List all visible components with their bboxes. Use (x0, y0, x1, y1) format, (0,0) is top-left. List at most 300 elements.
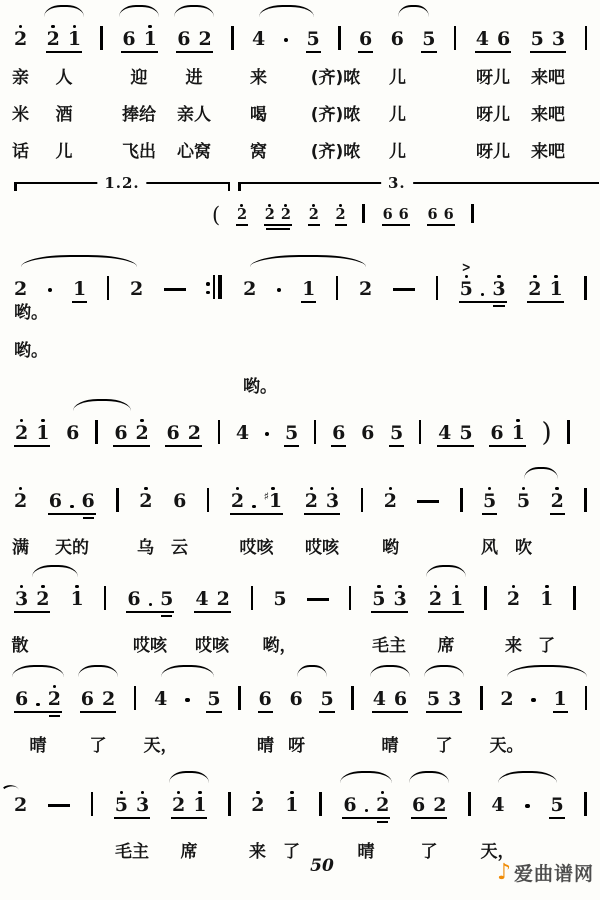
note-3: 3 (448, 688, 462, 710)
staff-system-7 (14, 770, 587, 862)
lyric-syllable: 乌 (137, 538, 154, 558)
note-2: 2 (243, 278, 257, 300)
lyric-syllable: 酒 (55, 105, 73, 125)
slur (259, 5, 314, 17)
duration-dash (164, 288, 186, 291)
barline (207, 488, 210, 512)
note-2: 2 (136, 417, 149, 443)
note-5: 5 (160, 590, 173, 609)
lyric-syllable: 哎咳 (239, 538, 274, 558)
barline (231, 26, 234, 50)
barline (319, 792, 322, 816)
volta-label: 1.2. (97, 174, 146, 192)
lyric-syllable: 了 (435, 736, 453, 756)
augmentation-dot (185, 698, 190, 703)
note-2: 2 (14, 23, 27, 49)
note-2: 2 (376, 789, 389, 815)
lyric-syllable: 来吧 (531, 142, 565, 162)
duration-dash (48, 804, 70, 807)
lyrics-line (12, 511, 587, 558)
lyric-syllable: 心窝 (177, 142, 211, 162)
lyric-syllable: 儿 (55, 142, 73, 162)
note-2: 2 (198, 28, 212, 50)
beamed-group (342, 789, 390, 815)
note-6: 6 (497, 28, 511, 50)
lyric-syllable: 儿 (389, 142, 406, 162)
slur (426, 565, 466, 577)
barline (251, 586, 254, 610)
lyric-syllable: 呀儿 (476, 68, 510, 88)
volta-hook (238, 182, 241, 191)
note-5: 5 (483, 485, 496, 511)
notes-line (14, 22, 587, 49)
note-2: 2 (309, 202, 319, 222)
lyric-syllable: 来 (505, 636, 522, 656)
barline (238, 686, 241, 710)
slur (73, 399, 132, 411)
note-2: 2 (139, 485, 152, 511)
slur (498, 771, 557, 783)
lyric-syllable: 云 (171, 538, 188, 558)
beamed-group (14, 583, 50, 609)
lyric-syllable: 晴 (381, 736, 399, 756)
beamed-group (14, 683, 62, 709)
lyric-syllable: 捧给 (122, 105, 156, 125)
lyric-syllable: 哟 (382, 538, 399, 558)
notes-line (14, 582, 576, 609)
note-2: 2 (129, 278, 144, 300)
slur (424, 665, 464, 677)
note-2: 2 (359, 278, 373, 300)
barline (454, 26, 457, 50)
lyrics-line-ending-2 (14, 336, 587, 360)
augmentation-dot (48, 288, 53, 293)
lyric-syllable: 亲 (12, 68, 29, 88)
note-3: 3 (551, 28, 566, 50)
barline (100, 26, 103, 50)
note-1: 1 (68, 23, 81, 49)
barline (584, 488, 587, 512)
barline (107, 276, 110, 300)
barline (567, 420, 570, 444)
slur (161, 665, 214, 677)
lyric-syllable: 风 (481, 538, 498, 558)
slur (169, 771, 209, 783)
note-1: 1 (512, 417, 525, 443)
beamed-group (165, 424, 201, 443)
barline (471, 204, 474, 223)
note-3: 3 (394, 583, 407, 609)
beamed-group (437, 424, 473, 443)
beamed-group (113, 417, 149, 443)
lyrics-line (14, 709, 587, 756)
slur (398, 5, 429, 17)
note-1: 1 (553, 688, 567, 710)
note-5: 5 (273, 588, 287, 610)
note-5: 5 > (459, 259, 473, 300)
staff-system-6 (14, 664, 587, 756)
barline (480, 686, 483, 710)
notes-line (14, 682, 587, 709)
lyric-syllable: 迎 (130, 68, 148, 88)
barline (436, 276, 439, 300)
parenthesis: ( (212, 203, 221, 227)
accent-mark: > (461, 259, 471, 276)
lyric-syllable: 话 (12, 142, 29, 162)
lyric-syllable: 喝 (250, 105, 267, 125)
barline (134, 686, 137, 710)
beamed-group (475, 30, 511, 49)
note-2: 2 (187, 422, 201, 444)
page-number: 50 (310, 856, 334, 876)
note-6: 6 (343, 794, 357, 816)
beamed-group (411, 796, 447, 815)
beamed-group (171, 789, 207, 815)
augmentation-dot (277, 288, 282, 293)
watermark-text: 爱曲谱网 (513, 863, 594, 885)
slur (119, 5, 159, 17)
end-repeat-sign (206, 275, 222, 299)
note-5: 5 (390, 422, 404, 444)
barline (91, 792, 94, 816)
lyrics-line-verse-2 (14, 86, 587, 123)
volta-bracket-3 (238, 174, 599, 194)
lyric-syllable: 了 (283, 842, 300, 862)
lyric-syllable: 天， (143, 736, 178, 756)
note-6: 6 (398, 206, 409, 223)
slur (524, 467, 558, 479)
slur (507, 665, 588, 677)
duration-dash (393, 288, 415, 291)
beamed-group (80, 690, 116, 709)
note-5: 5 (426, 688, 441, 710)
lyric-syllable: 晴 (357, 842, 375, 862)
note-6: 6 (80, 688, 94, 710)
note-2: 2 (265, 202, 275, 222)
lyric-syllable: (齐)哝 (310, 105, 361, 125)
note-1: 1 (71, 583, 84, 609)
note-2: 2 (48, 683, 61, 709)
note-2: 2 (281, 202, 291, 222)
note-5: 5 (207, 688, 221, 710)
note-6: 6 (490, 422, 504, 444)
barline (484, 586, 487, 610)
staff-system-1 (14, 4, 587, 160)
slur (409, 771, 449, 783)
lyric-syllable: 天， (480, 842, 515, 862)
lyric-syllable: 吹 (515, 538, 532, 558)
music-note-icon: ♪ (496, 859, 511, 885)
augmentation-dot (284, 38, 289, 43)
notes-line (14, 259, 587, 300)
barline (314, 420, 317, 444)
lyric-syllable: 来 (250, 68, 267, 88)
barline (361, 488, 364, 512)
lyric-syllable: 毛主 (115, 842, 149, 862)
lyrics-line-verse-1 (14, 49, 587, 86)
barline (338, 26, 341, 50)
note-1: 1 (540, 583, 553, 609)
slur (32, 565, 78, 577)
lyric-syllable: 了 (420, 842, 438, 862)
augmentation-dot (252, 505, 256, 509)
beamed-group (459, 259, 507, 300)
duration-dash (417, 500, 439, 503)
lyric-syllable: 晴 (29, 736, 47, 756)
volta-label: 3. (381, 174, 413, 192)
slur (370, 665, 410, 677)
slur (21, 255, 137, 267)
beamed-group (230, 485, 283, 511)
beamed-group (14, 417, 50, 443)
grace-notes-line (212, 200, 474, 227)
augmentation-dot (481, 293, 485, 297)
note-2: 2 (101, 688, 116, 710)
note-5: 5 (306, 28, 320, 50)
barline (584, 792, 587, 816)
note-6: 6 (427, 206, 438, 223)
lyric-syllable: 散 (11, 636, 29, 656)
note-1: 1 (144, 23, 157, 49)
augmentation-dot (265, 432, 270, 437)
note-1: 1 (72, 278, 87, 300)
duration-dash (307, 598, 329, 601)
lyric-syllable: 呀儿 (476, 142, 510, 162)
beamed-group (126, 590, 174, 609)
beamed-group (530, 30, 566, 49)
lyric-syllable: 来吧 (531, 105, 565, 125)
note-6: 6 (127, 588, 141, 610)
note-2: 2 (528, 273, 541, 299)
note-6: 6 (166, 422, 180, 444)
lyric-syllable: 毛主 (372, 636, 406, 656)
slur (297, 665, 327, 677)
beamed-group (426, 690, 462, 709)
note-3: 3 (15, 583, 28, 609)
note-4: 4 (475, 28, 490, 50)
beamed-group (372, 690, 408, 709)
note-6: 6 (173, 490, 187, 512)
note-2: 2 (47, 23, 60, 49)
lyric-syllable: 哎咳 (305, 538, 339, 558)
lyric-syllable: 了 (89, 736, 107, 756)
staff-system-5 (11, 564, 576, 656)
note-3: 3 (136, 789, 149, 815)
note-2: 2 (231, 485, 244, 511)
beamed-group (194, 590, 230, 609)
slur (250, 255, 366, 267)
note-2: 2 (216, 588, 230, 610)
lyric-syllable: 来吧 (531, 68, 565, 88)
barline (351, 686, 354, 710)
note-2: 2 (14, 485, 27, 511)
lyric-syllable: 儿 (389, 68, 406, 88)
note-1: 1 (302, 278, 316, 300)
slur (78, 665, 118, 677)
lyric-syllable: 哟， (262, 636, 297, 656)
lyrics-line-ending-3 (14, 372, 587, 396)
lyric-syllable: 席 (437, 636, 455, 656)
site-watermark (497, 859, 594, 886)
note-3: 3 (326, 485, 339, 511)
volta-hook (14, 182, 17, 191)
note-6: 6 (382, 206, 393, 223)
note-1: 1 (36, 417, 49, 443)
beamed-group (48, 492, 96, 511)
barline (228, 792, 231, 816)
note-6: 6 (411, 794, 426, 816)
lyric-syllable: 满 (12, 538, 29, 558)
beamed-group (382, 208, 410, 222)
lyric-syllable: 席 (180, 842, 198, 862)
note-6: 6 (48, 490, 62, 512)
beamed-group (489, 417, 525, 443)
lyric-syllable: 呀 (288, 736, 305, 756)
staff-system-3-instrumental (14, 398, 570, 448)
augmentation-dot (525, 804, 530, 809)
note-6: 6 (15, 688, 29, 710)
lyric-syllable: 儿 (389, 105, 406, 125)
note-4: 4 (154, 688, 168, 710)
lyric-syllable: 哎咳 (195, 636, 229, 656)
note-2: 2 (336, 202, 346, 222)
note-2: 2 (15, 417, 28, 443)
notes-line (14, 788, 587, 815)
barline (468, 792, 471, 816)
lyric-syllable: (齐)哝 (310, 142, 361, 162)
lyric-syllable: 了 (538, 636, 555, 656)
lyrics-line-ending-1 (14, 298, 587, 322)
note-2: 2 (14, 278, 28, 300)
lyric-syllable: 窝 (250, 142, 267, 162)
lyric-syllable: 飞出 (122, 142, 156, 162)
note-3: 3 (492, 273, 505, 299)
note-2: 2 (551, 485, 564, 511)
note-6: 6 (114, 422, 128, 444)
beamed-group (176, 30, 212, 49)
note-5: 5 (517, 485, 530, 511)
note-4: 4 (438, 422, 452, 444)
note-5: 5 (372, 583, 385, 609)
note-2: 2 (433, 794, 447, 816)
lyrics-line-verse-3 (14, 123, 587, 160)
lyric-syllable: 晴 (257, 736, 274, 756)
barline (95, 420, 98, 444)
staff-system-2 (14, 174, 587, 415)
volta-bracket-1-2 (14, 174, 230, 194)
beamed-group (371, 583, 407, 609)
parenthesis: ) (541, 418, 552, 448)
barline (349, 586, 352, 610)
note-2: 2 (429, 583, 442, 609)
beamed-group (46, 23, 82, 49)
note-5: 5 (459, 422, 473, 444)
lyric-syllable: 哎咳 (133, 636, 167, 656)
note-6: 6 (82, 492, 95, 511)
notes-line (14, 416, 570, 448)
note-6: 6 (66, 422, 80, 444)
barline (336, 276, 339, 300)
note-2: 2 (507, 583, 520, 609)
note-6: 6 (361, 422, 375, 444)
augmentation-dot (70, 505, 74, 509)
lyrics-line (11, 609, 576, 656)
note-6: 6 (443, 206, 454, 223)
note-4: 4 (251, 28, 266, 50)
beamed-group (427, 208, 455, 222)
slur (12, 665, 64, 677)
barline (460, 488, 463, 512)
note-2: 2 (172, 789, 185, 815)
note-1: 1 (285, 789, 298, 815)
beamed-group (428, 583, 464, 609)
note-1: 1 (549, 273, 562, 299)
lyrics-line (14, 815, 587, 862)
note-6: 6 (393, 688, 408, 710)
barline (218, 420, 221, 444)
note-2: 2 (305, 485, 318, 511)
note-5: 5 (320, 688, 334, 710)
barline (585, 26, 588, 50)
note-5: 5 (285, 422, 299, 444)
augmentation-dot (149, 603, 153, 607)
lyric-syllable: 人 (55, 68, 73, 88)
lyric-syllable: 呀儿 (476, 105, 510, 125)
note-4: 4 (372, 688, 386, 710)
note-2: 2 (500, 688, 514, 710)
augmentation-dot (36, 703, 40, 707)
lyric-syllable: 来 (249, 842, 266, 862)
beamed-group (304, 485, 340, 511)
note-6: 6 (258, 688, 272, 710)
lyric-syllable: (齐)哝 (310, 68, 361, 88)
note-5: 5 (422, 28, 436, 50)
note-2: 2 (384, 485, 397, 511)
barline (584, 276, 587, 300)
note-1: 1 (450, 583, 463, 609)
note-6: 6 (289, 688, 303, 710)
note-6: 6 (332, 422, 346, 444)
note-6: 6 (390, 28, 404, 50)
barline (362, 204, 365, 223)
slur (340, 771, 392, 783)
note-5: 5 (550, 794, 564, 816)
lyric-syllable: 天的 (55, 538, 89, 558)
note-1: ♯ 1 (264, 485, 283, 511)
note-1: 1 (193, 789, 206, 815)
lyric-syllable: 哟。 (14, 303, 48, 323)
note-2: 2 (36, 583, 49, 609)
note-2: 2 (251, 789, 264, 815)
lyric-syllable: 天。 (489, 736, 524, 756)
note-5: 5 (115, 789, 128, 815)
staff-system-4 (12, 466, 587, 558)
barline (419, 420, 422, 444)
barline (585, 686, 588, 710)
slur (174, 5, 214, 17)
barline (104, 586, 107, 610)
barline (116, 488, 119, 512)
lyric-syllable: 亲人 (177, 105, 211, 125)
note-6: 6 (177, 28, 191, 50)
note-2: 2 (14, 796, 27, 815)
lyric-syllable: 哟。 (243, 377, 277, 397)
barline (573, 586, 576, 610)
note-6: 6 (122, 28, 136, 50)
notes-line (14, 484, 587, 511)
lyric-syllable: 米 (12, 105, 29, 125)
beamed-group (114, 789, 150, 815)
